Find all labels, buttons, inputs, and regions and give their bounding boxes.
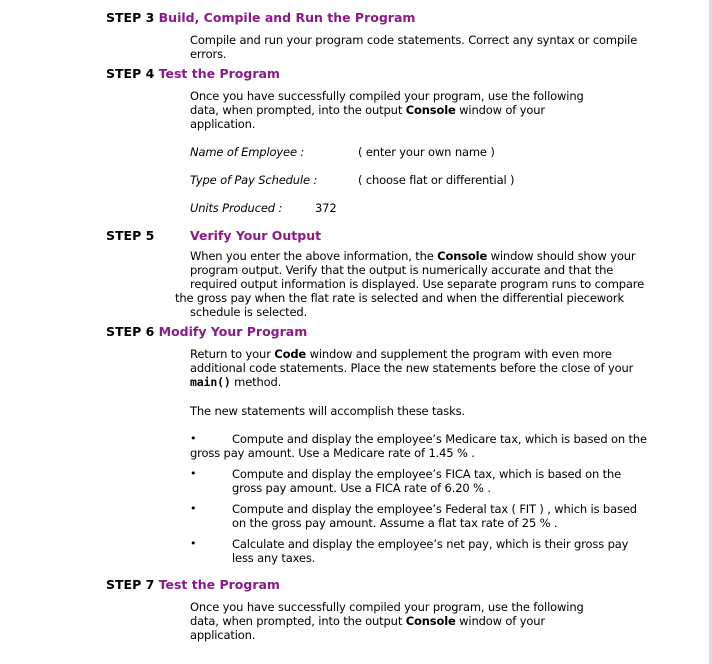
console-keyword: Console <box>437 249 488 263</box>
step4-intro-text: data, when prompted, into the output <box>190 103 406 117</box>
step7-number: STEP 7 <box>106 577 155 592</box>
input-value-employee-name: ( enter your own name ) <box>358 145 495 159</box>
bullet-icon: • <box>190 502 197 515</box>
step4-intro-text-end: window of your <box>455 103 545 117</box>
step6-line-1-text-end: window and supplement the program with even more <box>306 347 612 361</box>
step5-number <box>106 228 154 244</box>
step3-heading <box>106 10 415 26</box>
console-keyword: Console <box>405 614 456 628</box>
console-keyword: Console <box>405 103 456 117</box>
step5-line-5: schedule is selected. <box>190 305 308 319</box>
bullet-icon: • <box>190 432 197 445</box>
step7-line-2-text-end: window of your <box>455 614 545 628</box>
step5-line-1-text: When you enter the above information, the <box>190 249 438 263</box>
step3-number: STEP 3 <box>106 10 155 25</box>
step6-line-1 <box>190 347 612 361</box>
bullet-icon: • <box>190 467 197 480</box>
input-label-employee-name: Name of Employee : <box>190 145 305 159</box>
task-3-line-1: Compute and display the employee’s Federal tax ( FIT ) , which is based <box>232 502 637 516</box>
input-label-pay-schedule: Type of Pay Schedule : <box>190 173 318 187</box>
step4-number: STEP 4 <box>106 66 155 81</box>
step4-title: Test the Program <box>158 66 280 81</box>
code-keyword: Code <box>274 347 307 361</box>
step7-line-1: Once you have successfully compiled your program, use the following <box>190 600 584 614</box>
step7-heading <box>106 577 280 593</box>
step6-line-3-text: method. <box>230 375 282 389</box>
step7-line-2 <box>190 614 545 628</box>
task-1-line-2: gross pay amount. Use a Medicare rate of 1.45 % . <box>190 446 475 460</box>
step4-intro-line-2 <box>190 103 545 117</box>
task-4-line-1: Calculate and display the employee’s net pay, which is their gross pay <box>232 537 629 551</box>
step5-number-text: STEP 5 <box>106 228 155 243</box>
step4-intro-line-3: application. <box>190 117 256 131</box>
step7-line-3: application. <box>190 628 256 642</box>
input-value-pay-schedule: ( choose flat or differential ) <box>358 173 515 187</box>
step7-title: Test the Program <box>158 577 280 592</box>
step6-line-2: additional code statements. Place the new statements before the close of your <box>190 361 634 375</box>
main-method-code: main() <box>190 375 231 389</box>
step3-title: Build, Compile and Run the Program <box>158 10 416 25</box>
step6-tasks-intro: The new statements will accomplish these tasks. <box>190 404 465 418</box>
bullet-icon: • <box>190 537 197 550</box>
step4-heading <box>106 66 280 82</box>
step6-number: STEP 6 <box>106 324 155 339</box>
step3-line-2: errors. <box>190 47 227 61</box>
step7-line-2-text: data, when prompted, into the output <box>190 614 406 628</box>
task-4-line-2: less any taxes. <box>232 551 316 565</box>
step6-line-3 <box>190 375 281 389</box>
input-value-units-produced: 372 <box>315 201 337 215</box>
step6-line-1-text: Return to your <box>190 347 275 361</box>
task-1-line-1: Compute and display the employee’s Medicare tax, which is based on the <box>232 432 647 446</box>
step5-line-4: the gross pay when the flat rate is selected and when the differential piecework <box>175 291 624 305</box>
step6-title: Modify Your Program <box>158 324 308 339</box>
step3-line-1: Compile and run your program code statements. Correct any syntax or compile <box>190 33 638 47</box>
task-2-line-1: Compute and display the employee’s FICA tax, which is based on the <box>232 467 622 481</box>
step6-heading <box>106 324 307 340</box>
step5-title: Verify Your Output <box>190 228 322 243</box>
input-label-units-produced: Units Produced : <box>190 201 283 215</box>
task-3-line-2: on the gross pay amount. Assume a flat tax rate of 25 % . <box>232 516 558 530</box>
step4-intro-line-1: Once you have successfully compiled your program, use the following <box>190 89 584 103</box>
step5-line-1 <box>190 249 635 263</box>
step5-line-1-text-end: window should show your <box>487 249 636 263</box>
step5-line-3: required output information is displayed. Use separate program runs to compare <box>190 277 645 291</box>
step5-line-2: program output. Verify that the output is numerically accurate and that the <box>190 263 614 277</box>
task-2-line-2: gross pay amount. Use a FICA rate of 6.20 % . <box>232 481 491 495</box>
